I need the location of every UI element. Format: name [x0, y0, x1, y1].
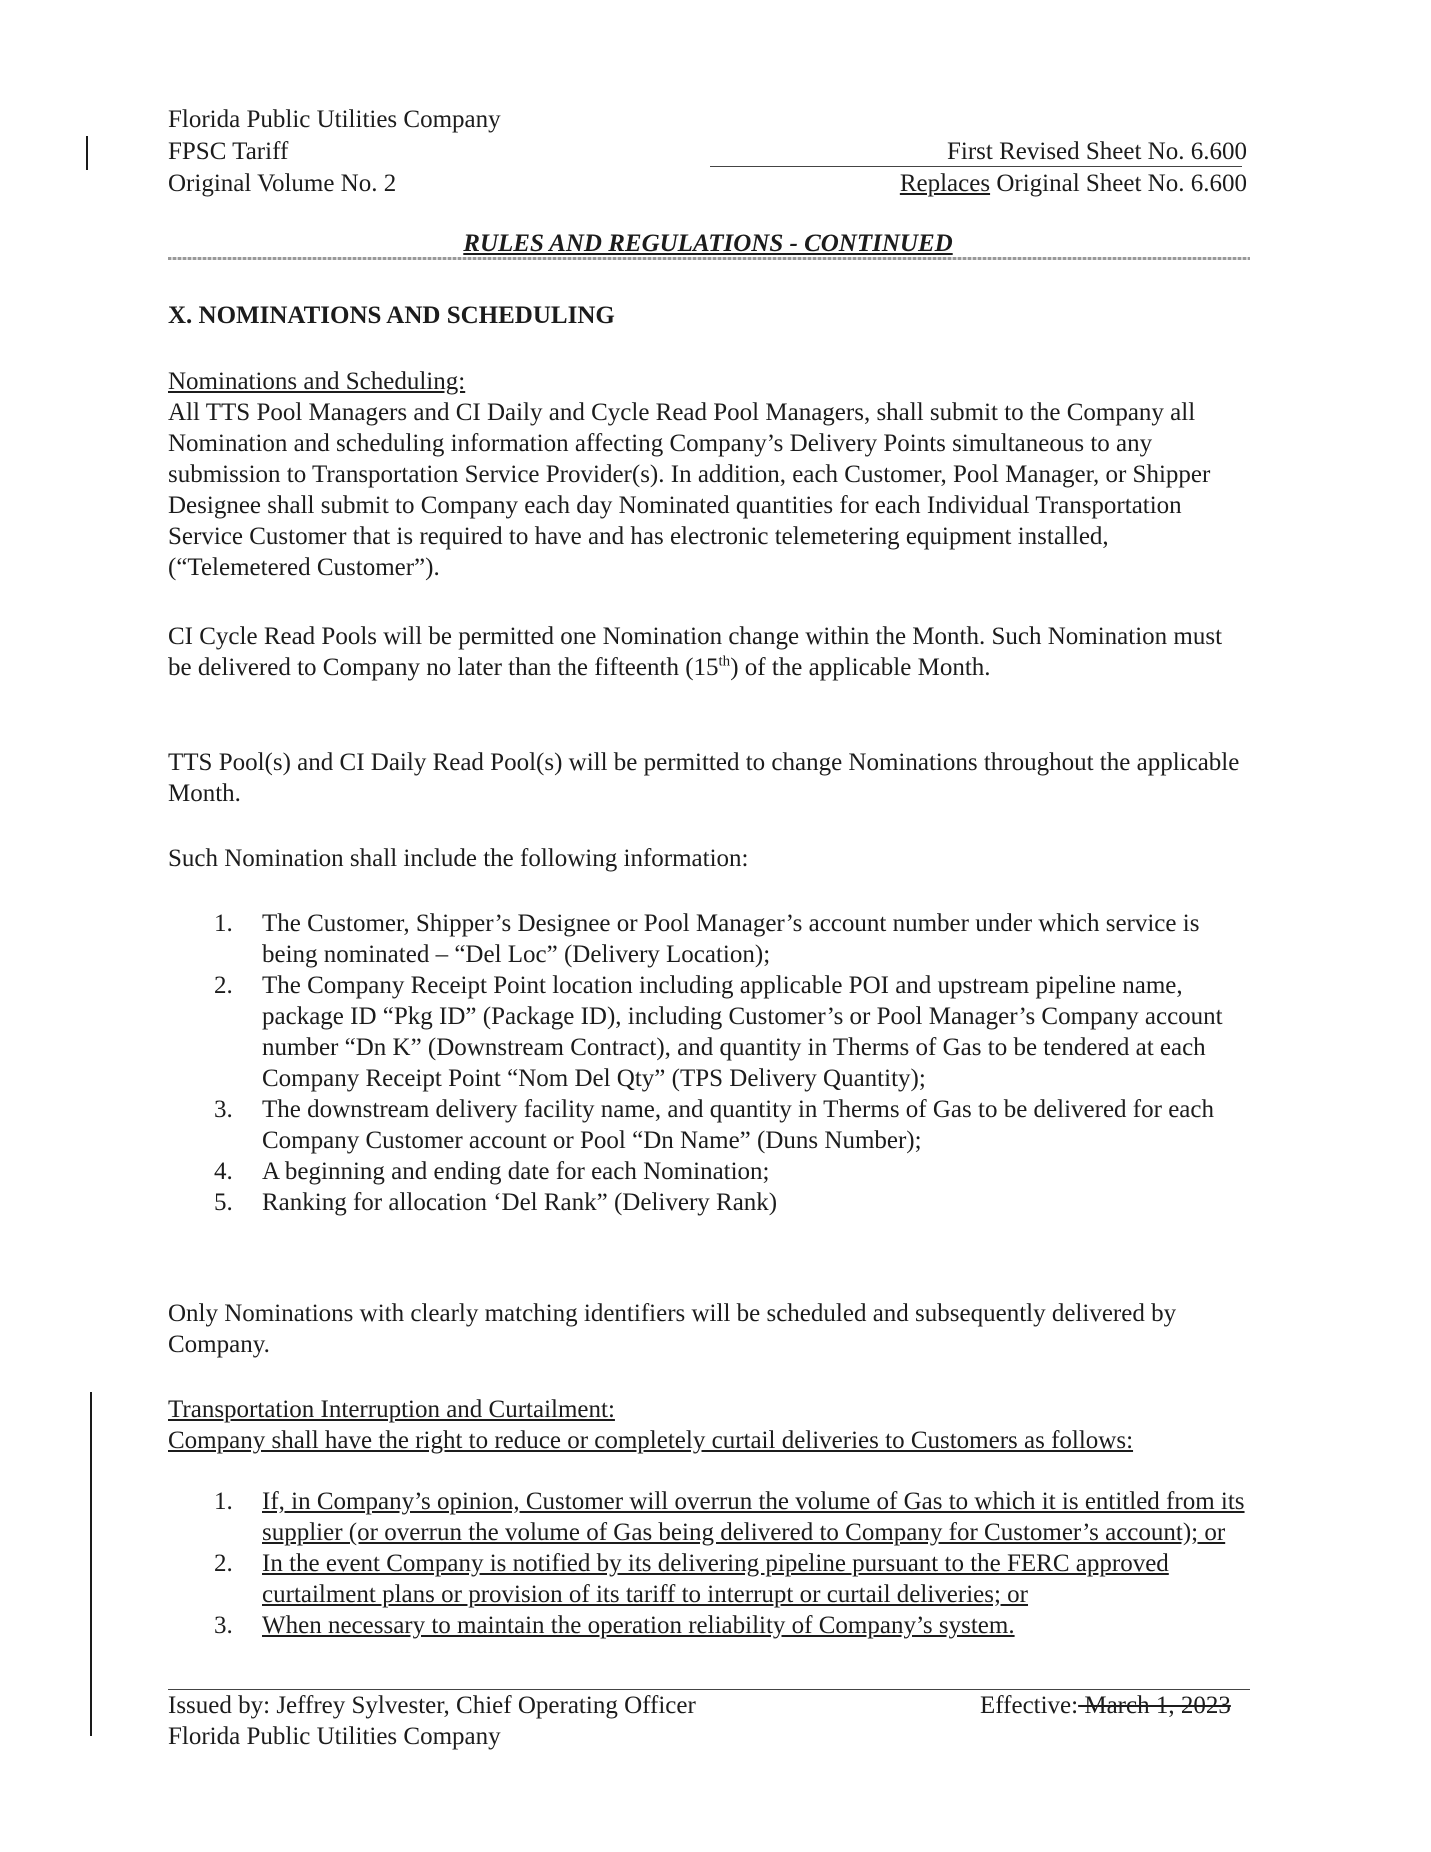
- list-item-number: 4.: [214, 1158, 233, 1185]
- list-item-text: If, in Company’s opinion, Customer will overrun the volume of Gas to which it is entitled from its supplier (or overrun the volume of Gas being delivered to Company for Customer’s account); or: [262, 1488, 1245, 1546]
- curtailment-list: [214, 1486, 1274, 1641]
- list-item-text: When necessary to maintain the operation reliability of Company’s system.: [262, 1612, 1015, 1639]
- list-item: [214, 1187, 1234, 1218]
- header-right-block: [900, 136, 1247, 200]
- list-item-text: The downstream delivery facility name, and quantity in Therms of Gas to be delivered for each Company Customer account or Pool “Dn Name” (Duns Number);: [262, 1096, 1214, 1154]
- list-item-number: 5.: [214, 1189, 233, 1216]
- header-company: Florida Public Utilities Company: [168, 106, 501, 133]
- footer-effective-label: Effective:: [980, 1692, 1079, 1719]
- nominations-paragraph-4: Such Nomination shall include the following information:: [168, 845, 749, 872]
- header-volume: Original Volume No. 2: [168, 170, 397, 197]
- list-item-number: 2.: [214, 1550, 233, 1577]
- section-band: [168, 228, 1248, 259]
- p2-text-a: CI Cycle Read Pools will be permitted one Nomination change within the Month. Such Nomination must be delivered to Company no later than the fifteenth (15: [168, 623, 1223, 681]
- list-item: [214, 908, 1234, 970]
- list-item: [214, 1610, 1274, 1641]
- nominations-heading: Nominations and Scheduling:: [168, 368, 466, 395]
- list-item-number: 1.: [214, 1488, 233, 1515]
- list-item: [214, 1156, 1234, 1187]
- list-item: [214, 1094, 1234, 1156]
- header-replaces-rest: Original Sheet No. 6.600: [990, 170, 1247, 197]
- curtailment-intro: Company shall have the right to reduce or completely curtail deliveries to Customers as follows:: [168, 1427, 1134, 1454]
- list-item-number: 3.: [214, 1612, 233, 1639]
- list-item-text: Ranking for allocation ‘Del Rank” (Delivery Rank): [262, 1189, 778, 1216]
- nominations-paragraph-3: TTS Pool(s) and CI Daily Read Pool(s) will be permitted to change Nominations throughout the applicable Month.: [168, 749, 1240, 807]
- header-replaces-word: Replaces: [899, 170, 991, 197]
- list-item-number: 2.: [214, 972, 233, 999]
- p2-superscript: th: [718, 653, 731, 670]
- footer-effective: [980, 1690, 1231, 1721]
- revision-bar-top: [86, 136, 88, 170]
- header-rule: [710, 166, 1242, 167]
- header-sheet: First Revised Sheet No. 6.600: [947, 138, 1247, 165]
- footer-issued-by: Issued by: Jeffrey Sylvester, Chief Operating Officer: [168, 1692, 696, 1719]
- nominations-paragraph-2: [168, 621, 1248, 683]
- footer-company: Florida Public Utilities Company: [168, 1723, 501, 1750]
- list-item-number: 3.: [214, 1096, 233, 1123]
- nominations-paragraph-5: Only Nominations with clearly matching identifiers will be scheduled and subsequently delivered by Company.: [168, 1300, 1177, 1358]
- section-title: X. NOMINATIONS AND SCHEDULING: [168, 302, 615, 329]
- list-item: [214, 970, 1234, 1094]
- section-band-rule: [168, 257, 1250, 260]
- list-item: [214, 1486, 1274, 1548]
- section-band-title: RULES AND REGULATIONS - CONTINUED: [463, 230, 953, 257]
- list-item-text: In the event Company is notified by its delivering pipeline pursuant to the FERC approved curtailment plans or provision of its tariff to interrupt or curtail deliveries; or: [262, 1550, 1169, 1608]
- list-item-text: The Customer, Shipper’s Designee or Pool Manager’s account number under which service is being nominated – “Del Loc” (Delivery Location);: [262, 910, 1200, 968]
- footer-left-block: [168, 1690, 696, 1752]
- list-item-text: The Company Receipt Point location including applicable POI and upstream pipeline name, package ID “Pkg ID” (Package ID), including Customer’s or Pool Manager’s Company account number “Dn K” (Downstream Contract), and quantity in Therms of Gas to be tendered at each Company Receipt Point “Nom Del Qty” (TPS Delivery Quantity);: [262, 972, 1223, 1092]
- header-tariff: FPSC Tariff: [168, 138, 289, 165]
- revision-bar-bottom: [90, 1392, 92, 1736]
- header-left-block: [168, 104, 501, 200]
- p2-text-b: ) of the applicable Month.: [730, 654, 991, 681]
- nominations-paragraph-1: All TTS Pool Managers and CI Daily and Cycle Read Pool Managers, shall submit to the Company all Nomination and scheduling information affecting Company’s Delivery Points simultaneous to any submission to Transportation Service Provider(s). In addition, each Customer, Pool Manager, or Shipper Designee shall submit to Company each day Nominated quantities for each Individual Transportation Service Customer that is required to have and has electronic telemetering equipment installed, (“Telemetered Customer”).: [168, 399, 1211, 581]
- list-item-number: 1.: [214, 910, 233, 937]
- nomination-info-list: [214, 908, 1234, 1218]
- footer-effective-struck-date: March 1, 2023: [1078, 1692, 1231, 1719]
- list-item-text: A beginning and ending date for each Nomination;: [262, 1158, 770, 1185]
- header-replaces: [900, 168, 1247, 200]
- curtailment-heading: Transportation Interruption and Curtailment:: [168, 1396, 615, 1423]
- list-item: [214, 1548, 1274, 1610]
